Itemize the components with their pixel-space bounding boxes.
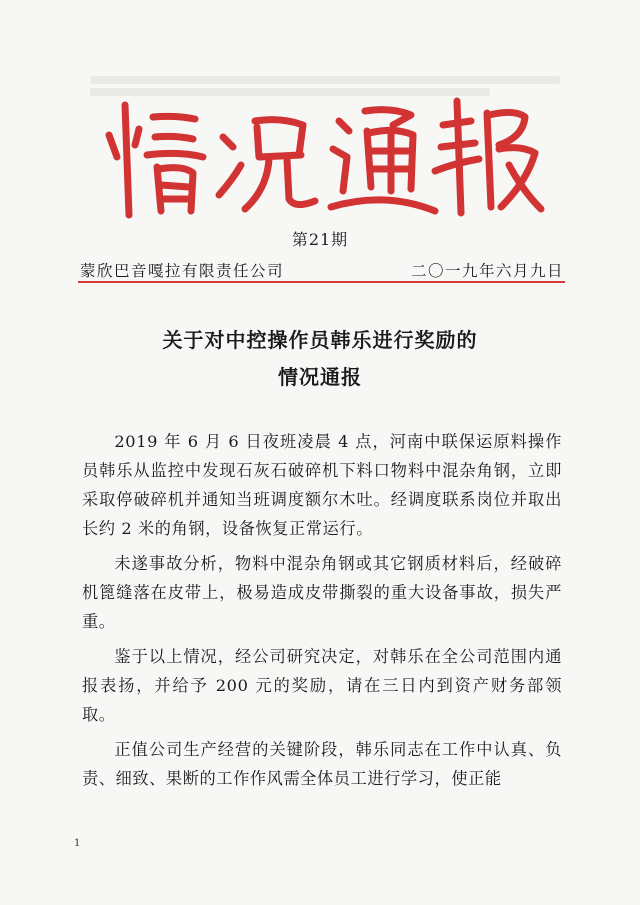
masthead-calligraphy <box>95 95 545 225</box>
organization-name: 蒙欣巴音嘎拉有限责任公司 <box>80 262 285 280</box>
masthead-char-bao <box>435 101 541 213</box>
issue-number: 第21期 <box>291 230 349 249</box>
red-rule-divider <box>78 281 565 283</box>
document-title <box>0 322 640 396</box>
body-paragraph: 鉴于以上情况，经公司研究决定，对韩乐在全公司范围内通报表扬，并给予 200 元的奖励，请在三日内到资产财务部领取。 <box>82 647 562 724</box>
header-row <box>80 259 564 281</box>
title-line-2: 情况通报 <box>278 365 362 389</box>
body-paragraph: 2019 年 6 月 6 日夜班凌晨 4 点，河南中联保运原料操作员韩乐从监控中发现石灰石破碎机下料口物料中混杂角钢，立即采取停破碎机并通知当班调度额尔木吐。经调度联系岗位并取出长约 2 米的角钢，设备恢复正常运行。 <box>82 432 562 538</box>
title-line-1: 关于对中控操作员韩乐进行奖励的 <box>162 328 478 352</box>
document-body <box>82 427 562 799</box>
masthead-calligraphy-svg <box>95 95 545 225</box>
masthead-char-tong <box>331 110 435 211</box>
masthead-char-qing <box>109 105 203 215</box>
document-date: 二〇一九年六月九日 <box>410 262 564 280</box>
masthead-char-kuang <box>219 120 315 209</box>
page-number: 1 <box>74 838 81 849</box>
body-paragraph: 未遂事故分析，物料中混杂角钢或其它钢质材料后，经破碎机篦缝落在皮带上，极易造成皮带撕裂的重大设备事故，损失严重。 <box>82 554 562 631</box>
body-paragraph: 正值公司生产经营的关键阶段，韩乐同志在工作中认真、负责、细致、果断的工作作风需全体员工进行学习，使正能 <box>82 740 562 788</box>
